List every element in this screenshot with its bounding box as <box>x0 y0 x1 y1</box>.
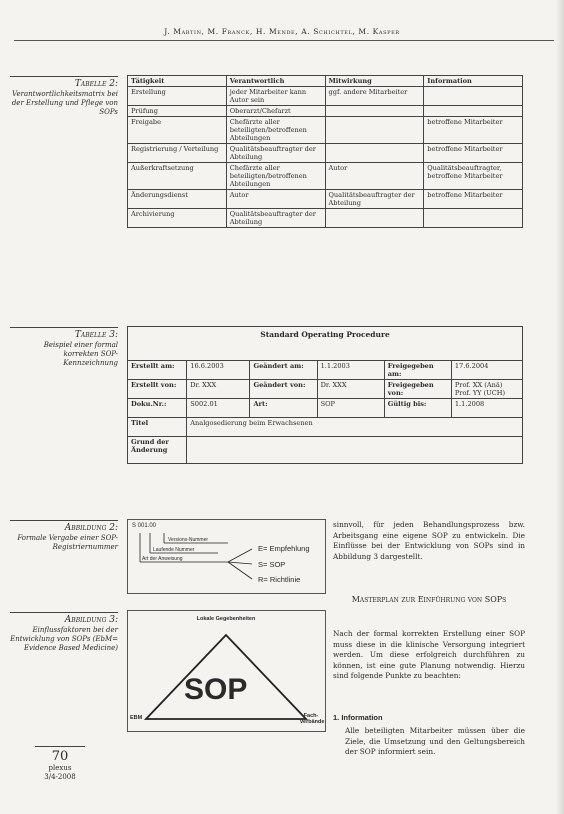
table3-cell: Art: <box>250 399 317 418</box>
table3-cell: Doku.Nr.: <box>128 399 187 418</box>
table-row <box>128 106 523 117</box>
body-paragraph-3: Alle beteiligten Mitarbeiter müssen über die Ziele, die Umsetzung und den Geltungsbereich der SOP informiert sein. <box>345 726 525 756</box>
table-cell: Freigabe <box>128 117 227 144</box>
table3-cell: Geändert am: <box>250 361 317 380</box>
arrow-line <box>228 562 252 579</box>
table-cell <box>325 117 424 144</box>
figure2-caption-text: Formale Vergabe einer SOP-Registriernummer <box>17 534 118 551</box>
table3-cell: Dr. XXX <box>187 380 250 399</box>
label-running-number: Laufende Nummer <box>153 547 195 553</box>
table3-cell: Dr. XXX <box>317 380 384 399</box>
label-local-conditions: Lokale Gegebenheiten <box>196 616 256 622</box>
table2-caption <box>10 76 118 117</box>
figure2-caption-label: Abbildung 2: <box>64 523 118 533</box>
table-cell: Autor <box>325 163 424 190</box>
table-row <box>128 163 523 190</box>
table-row <box>128 144 523 163</box>
table3-row <box>128 399 523 418</box>
table-cell <box>325 209 424 228</box>
section-heading: Masterplan zur Einführung von SOPs <box>351 595 507 604</box>
table3-cell: Freigegeben am: <box>384 361 451 380</box>
table2-header-cell: Tätigkeit <box>128 76 227 87</box>
folio-rule <box>35 746 85 747</box>
page-number: 70 <box>51 749 69 764</box>
table3-cell: 1.1.2003 <box>317 361 384 380</box>
table3-cell: 17.6.2004 <box>451 361 522 380</box>
sop-identification-table <box>127 326 523 464</box>
table3-cell: Analgosedierung beim Erwachsenen <box>187 418 523 437</box>
table-cell <box>424 87 523 106</box>
caption-rule <box>10 520 118 521</box>
table-cell: Autor <box>226 190 325 209</box>
table-cell: Qualitätsbeauftragter der Abteilung <box>325 190 424 209</box>
table3-cell: 16.6.2003 <box>187 361 250 380</box>
key-guideline: R= Richtlinie <box>258 575 301 584</box>
arrow-line <box>228 549 252 562</box>
running-head: J. Martin, M. Franck, H. Mende, A. Schichtel, M. Kasper <box>164 27 400 36</box>
table3-cell: Gültig bis: <box>384 399 451 418</box>
figure3-caption <box>10 612 118 653</box>
table3-cell: Erstellt von: <box>128 380 187 399</box>
header-rule <box>14 40 554 41</box>
table-cell: Chefärzte aller beteiligten/betroffenen Abteilungen <box>226 163 325 190</box>
key-sop: S= SOP <box>258 560 286 569</box>
table-cell <box>424 106 523 117</box>
caption-rule <box>10 327 118 328</box>
registration-number: S 001.00 <box>132 523 157 529</box>
table-cell: betroffene Mitarbeiter <box>424 144 523 163</box>
table3-cell <box>187 437 523 464</box>
table-cell <box>424 209 523 228</box>
table-cell: Qualitätsbeauftragter der Abteilung <box>226 144 325 163</box>
caption-rule <box>10 612 118 613</box>
table2-header-cell: Information <box>424 76 523 87</box>
triangle-diagram <box>128 611 325 731</box>
journal-name: plexus <box>48 764 72 772</box>
table3-title: Standard Operating Procedure <box>128 327 523 361</box>
table-cell: ggf. andere Mitarbeiter <box>325 87 424 106</box>
page-edge-shadow <box>556 0 564 814</box>
journal-issue: 3/4-2008 <box>44 773 76 781</box>
table3-cell: Titel <box>128 418 187 437</box>
table3-cell: Erstellt am: <box>128 361 187 380</box>
table-cell: Prüfung <box>128 106 227 117</box>
table-cell: Archivierung <box>128 209 227 228</box>
table3-caption <box>10 327 118 368</box>
figure3-caption-label: Abbildung 3: <box>64 615 118 625</box>
key-recommendation: E= Empfehlung <box>258 544 310 553</box>
table-cell: jeder Mitarbeiter kann Autor sein <box>226 87 325 106</box>
table2-caption-text: Verantwortlichkeitsmatrix bei der Erstellung und Pflege von SOPs <box>11 90 118 116</box>
table-row <box>128 87 523 106</box>
table2-header-cell: Mitwirkung <box>325 76 424 87</box>
table2-header-cell: Verantwortlich <box>226 76 325 87</box>
subheading-information: 1. Information <box>333 713 383 722</box>
table-row <box>128 117 523 144</box>
responsibility-matrix-table <box>127 75 523 228</box>
table3-cell: S002.01 <box>187 399 250 418</box>
table3-row <box>128 380 523 399</box>
table-row <box>128 209 523 228</box>
page-folio <box>30 746 90 782</box>
table3-title-row <box>128 327 523 361</box>
registration-number-figure <box>127 519 326 594</box>
table-cell: Qualitätsbeauftragter, betroffene Mitarbeiter <box>424 163 523 190</box>
label-version-number: Versions-Nummer <box>168 537 209 543</box>
table-cell: betroffene Mitarbeiter <box>424 117 523 144</box>
sop-center-text: SOP <box>184 673 248 706</box>
table-cell: Registrierung / Verteilung <box>128 144 227 163</box>
table-cell: betroffene Mitarbeiter <box>424 190 523 209</box>
table3-cell: Geändert von: <box>250 380 317 399</box>
arrow-line <box>228 562 252 564</box>
table-cell: Qualitätsbeauftragter der Abteilung <box>226 209 325 228</box>
table-cell: Änderungsdienst <box>128 190 227 209</box>
table-cell: Erstellung <box>128 87 227 106</box>
table-cell <box>325 106 424 117</box>
body-paragraph-1: sinnvoll, für jeden Behandlungsprozess bzw. Arbeitsgang eine eigene SOP zu entwickeln. Die Einflüsse bei der Entwicklung von SOPs sind in Abbildung 3 dargestellt. <box>333 520 525 561</box>
caption-rule <box>10 76 118 77</box>
table-cell <box>325 144 424 163</box>
table2-caption-label: Tabelle 2: <box>74 79 118 89</box>
table3-cell: 1.1.2008 <box>451 399 522 418</box>
table3-cell: Grund der Änderung <box>128 437 187 464</box>
table2-body <box>128 87 523 228</box>
table3-cell: SOP <box>317 399 384 418</box>
table3-caption-label: Tabelle 3: <box>74 330 118 340</box>
table-cell: Oberarzt/Chefarzt <box>226 106 325 117</box>
label-ebm: EBM <box>130 715 143 721</box>
table3-caption-text: Beispiel einer formal korrekten SOP-Kennzeichnung <box>43 341 118 367</box>
figure3-caption-text: Einflussfaktoren bei der Entwicklung von SOPs (EbM= Evidence Based Medicine) <box>10 626 118 652</box>
table3-row <box>128 361 523 380</box>
label-instruction-type: Art der Anweisung <box>142 556 183 562</box>
table-cell: Chefärzte aller beteiligten/betroffenen Abteilungen <box>226 117 325 144</box>
table3-cell: Freigegeben von: <box>384 380 451 399</box>
table3-cell: Prof. XX (Anä) Prof. YY (UCH) <box>451 380 522 399</box>
table3-row <box>128 437 523 464</box>
body-paragraph-2: Nach der formal korrekten Erstellung einer SOP muss diese in die klinische Versorgung integriert werden. Um diese erfolgreich durchführen zu können, ist eine gute Planung notwendig. Hierzu sind folgende Punkte zu beachten: <box>333 629 525 680</box>
table-row <box>128 190 523 209</box>
figure2-caption <box>10 520 118 552</box>
table2-header-row <box>128 76 523 87</box>
table3-row <box>128 418 523 437</box>
table-cell: Außerkraftsetzung <box>128 163 227 190</box>
label-professional-associations: Fach-verbände <box>300 713 325 725</box>
influencing-factors-figure <box>127 610 326 732</box>
